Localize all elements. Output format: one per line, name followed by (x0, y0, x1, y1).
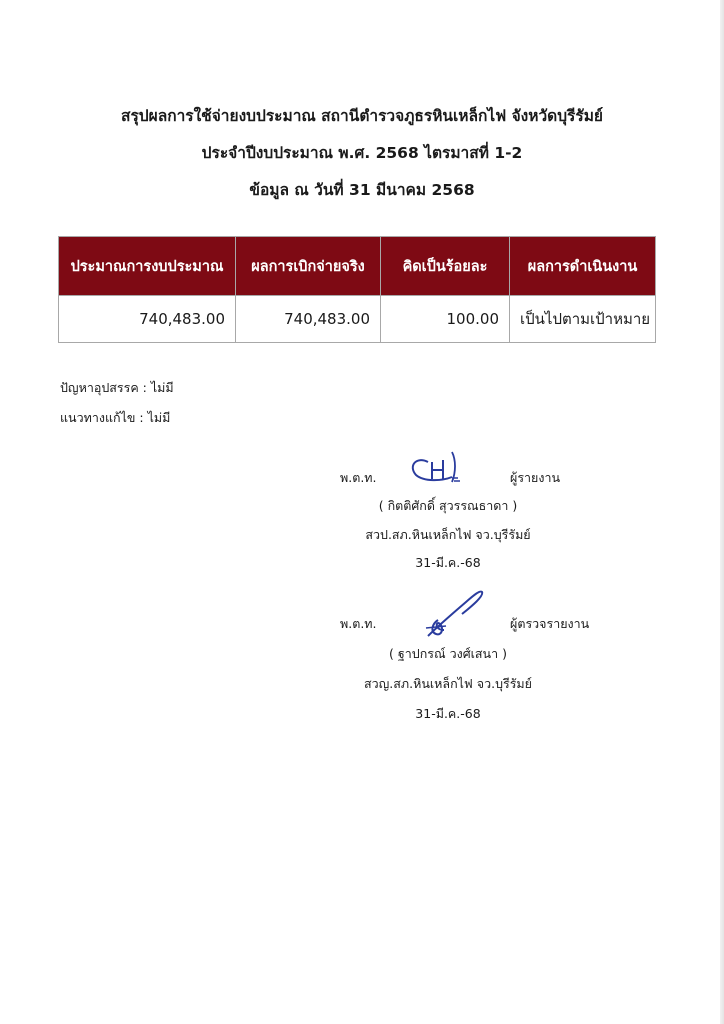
budget-summary-table (58, 236, 656, 343)
table-row (59, 296, 656, 343)
title-line-1: สรุปผลการใช้จ่ายงบประมาณ สถานีตำรวจภูธรหินเหล็กไฟ จังหวัดบุรีรัมย์ (121, 107, 603, 125)
reviewer-role: ผู้ตรวจรายงาน (510, 616, 590, 631)
header-actual-disbursement: ผลการเบิกจ่ายจริง (236, 237, 381, 296)
table-header-row (59, 237, 656, 296)
reviewer-date: 31-มี.ค.-68 (415, 706, 481, 721)
reporter-rank: พ.ต.ท. (340, 470, 377, 485)
reporter-signature-mark (406, 448, 464, 486)
reviewer-position: สวญ.สภ.หินเหล็กไฟ จว.บุรีรัมย์ (364, 676, 532, 691)
reviewer-rank: พ.ต.ท. (340, 616, 377, 631)
problems-note: ปัญหาอุปสรรค : ไม่มี (60, 380, 174, 395)
reviewer-name: ( ฐาปกรณ์ วงศ์เสนา ) (389, 646, 507, 661)
reporter-position: สวป.สภ.หินเหล็กไฟ จว.บุรีรัมย์ (365, 527, 531, 542)
document-title (0, 98, 724, 209)
reporter-date: 31-มี.ค.-68 (415, 555, 481, 570)
cell-performance: เป็นไปตามเป้าหมาย (510, 296, 656, 343)
title-line-3: ข้อมูล ณ วันที่ 31 มีนาคม 2568 (249, 181, 475, 199)
header-budget-estimate: ประมาณการงบประมาณ (59, 237, 236, 296)
reporter-role: ผู้รายงาน (510, 470, 561, 485)
title-line-2: ประจำปีงบประมาณ พ.ศ. 2568 ไตรมาสที่ 1-2 (201, 144, 523, 162)
reporter-name: ( กิตติศักดิ์ สุวรรณธาดา ) (378, 498, 518, 513)
header-performance: ผลการดำเนินงาน (510, 237, 656, 296)
cell-actual-disbursement: 740,483.00 (236, 296, 381, 343)
header-percentage: คิดเป็นร้อยละ (381, 237, 510, 296)
cell-budget-estimate: 740,483.00 (59, 296, 236, 343)
solutions-note: แนวทางแก้ไข : ไม่มี (60, 410, 171, 425)
cell-percentage: 100.00 (381, 296, 510, 343)
reviewer-signature-mark (422, 586, 486, 642)
